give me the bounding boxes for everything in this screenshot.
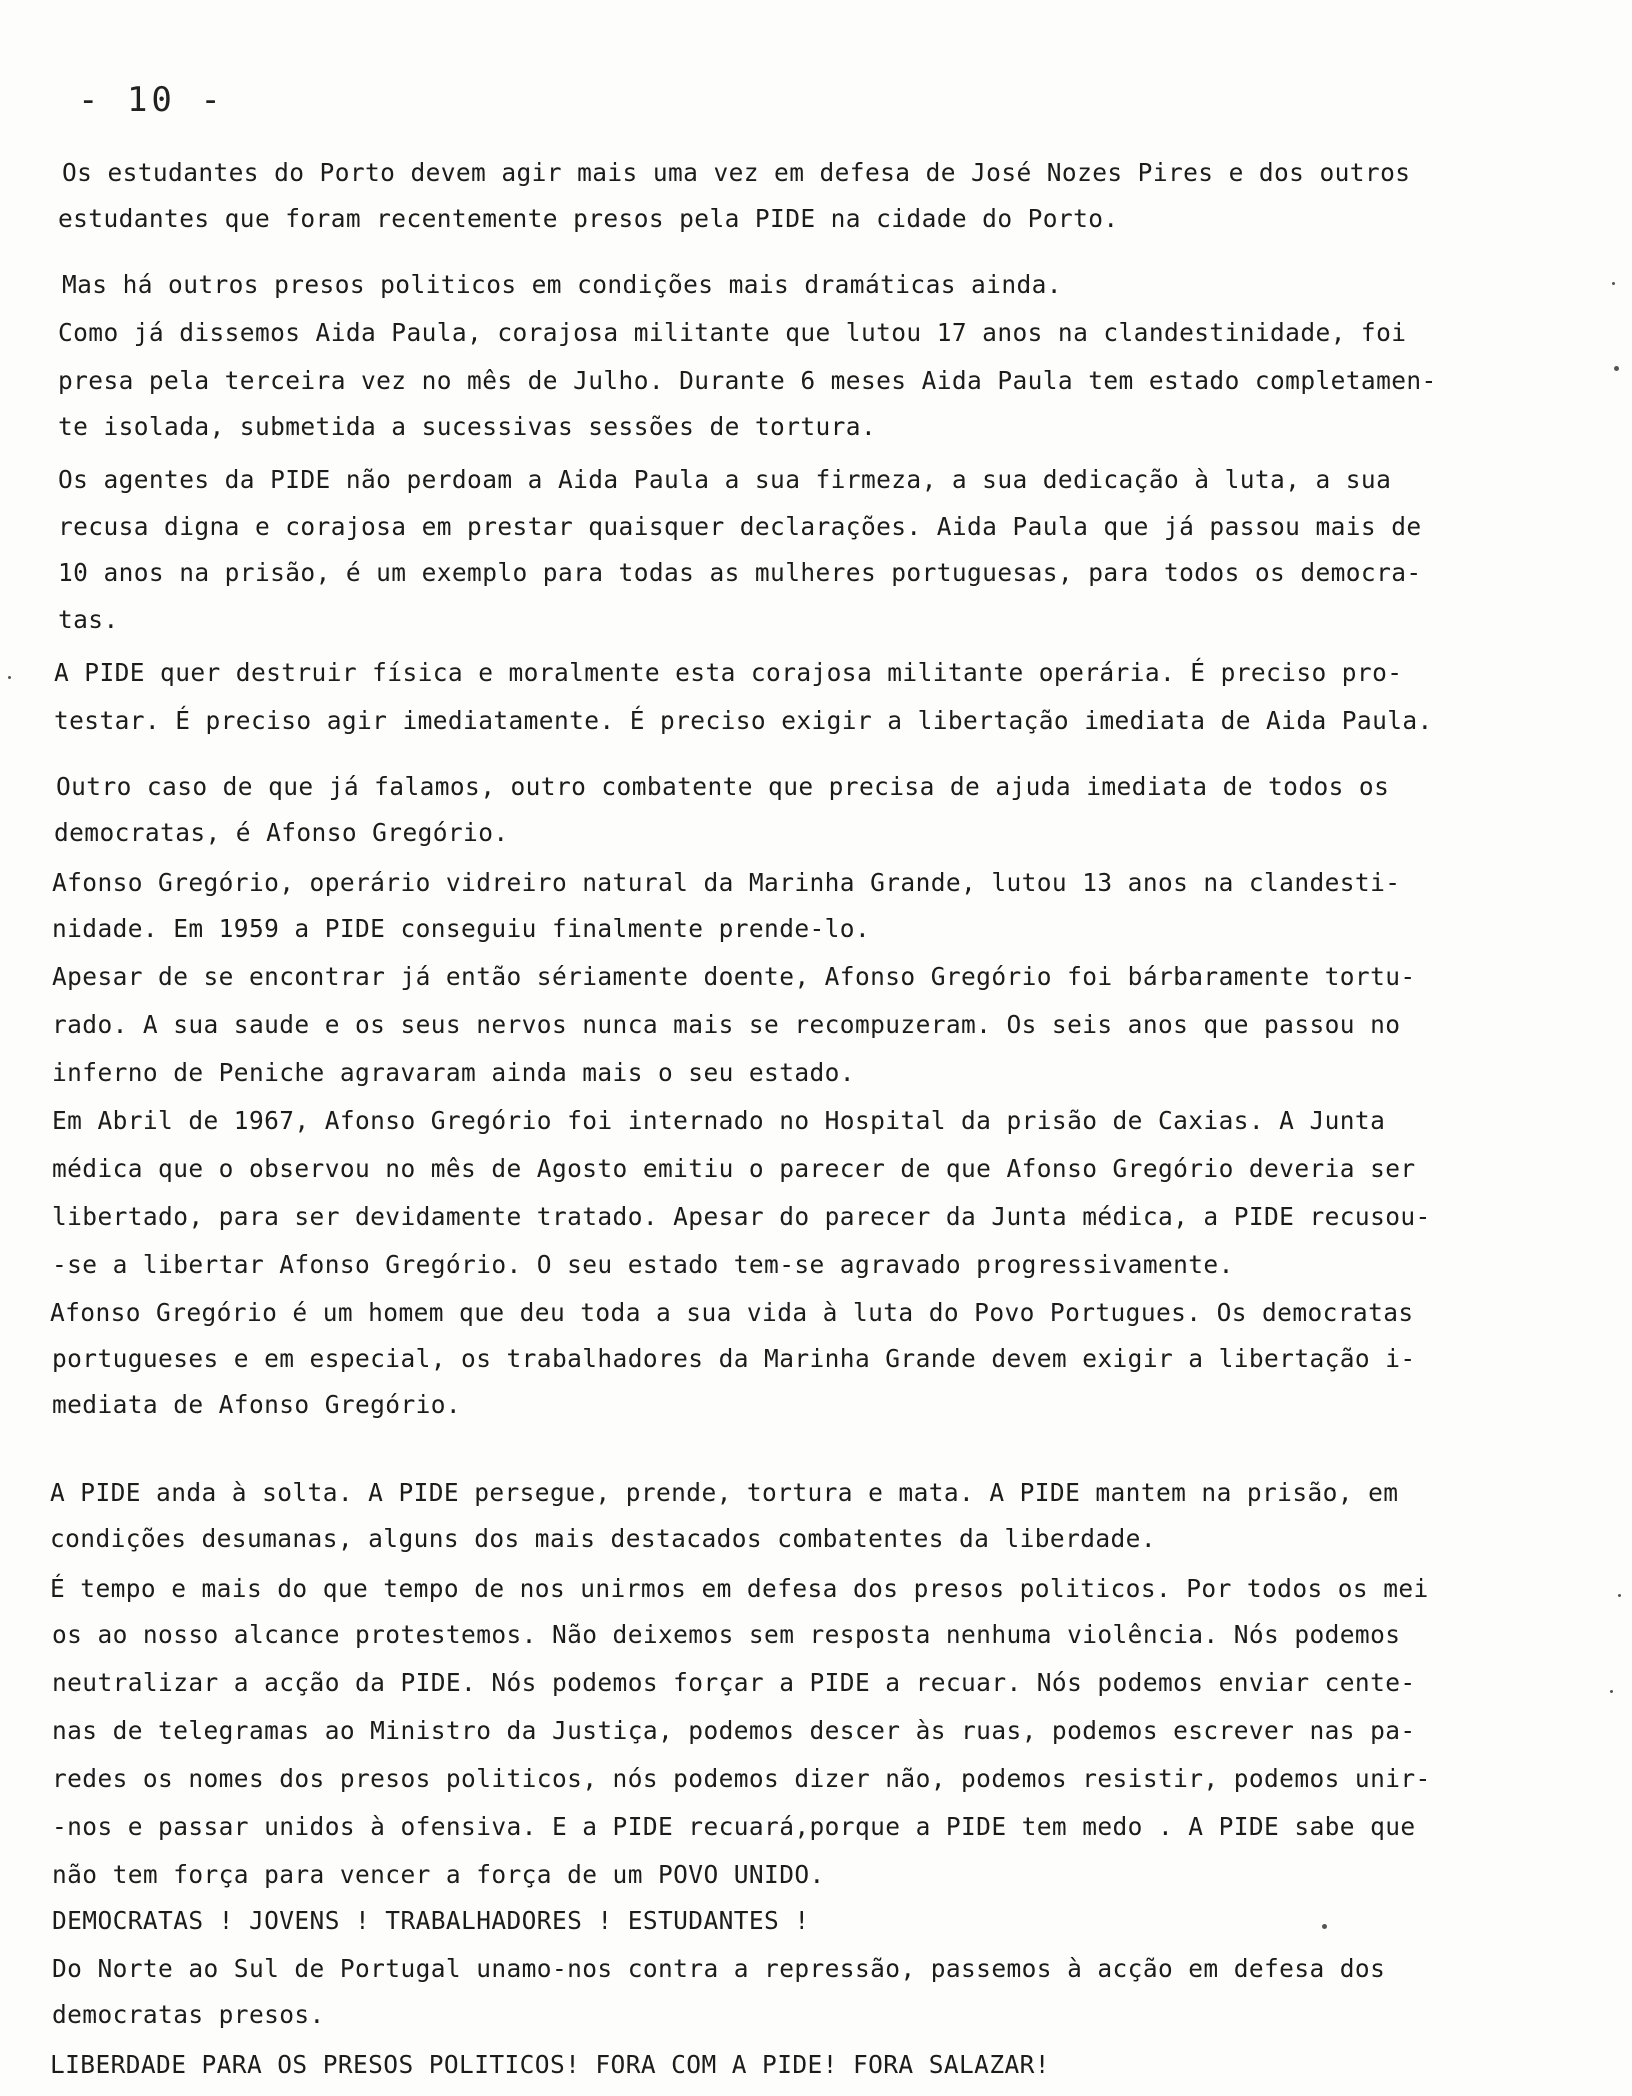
text-line: Mas há outros presos politicos em condições mais dramáticas ainda. — [62, 270, 1062, 299]
text-line: Afonso Gregório, operário vidreiro natural da Marinha Grande, lutou 13 anos na clandesti- — [52, 868, 1401, 897]
scan-speck — [1612, 282, 1615, 285]
text-line: A PIDE quer destruir física e moralmente esta corajosa militante operária. É preciso pro- — [54, 658, 1403, 687]
scan-speck — [1610, 1690, 1613, 1693]
scan-speck — [1614, 366, 1619, 371]
text-line: LIBERDADE PARA OS PRESOS POLITICOS! FORA COM A PIDE! FORA SALAZAR! — [50, 2050, 1050, 2079]
text-line: inferno de Peniche agravaram ainda mais o seu estado. — [52, 1058, 855, 1087]
text-line: neutralizar a acção da PIDE. Nós podemos forçar a PIDE a recuar. Nós podemos enviar cente- — [52, 1668, 1416, 1697]
text-line: nidade. Em 1959 a PIDE conseguiu finalmente prende-lo. — [52, 914, 871, 943]
text-line: -nos e passar unidos à ofensiva. E a PIDE recuará,porque a PIDE tem medo . A PIDE sabe que — [52, 1812, 1416, 1841]
text-line: médica que o observou no mês de Agosto emitiu o parecer de que Afonso Gregório deveria ser — [52, 1154, 1416, 1183]
text-line: redes os nomes dos presos politicos, nós podemos dizer não, podemos resistir, podemos unir- — [52, 1764, 1431, 1793]
text-line: recusa digna e corajosa em prestar quaisquer declarações. Aida Paula que já passou mais de — [58, 512, 1422, 541]
text-line: Outro caso de que já falamos, outro combatente que precisa de ajuda imediata de todos os — [56, 772, 1390, 801]
text-line: libertado, para ser devidamente tratado. Apesar do parecer da Junta médica, a PIDE recusou- — [52, 1202, 1431, 1231]
text-line: mediata de Afonso Gregório. — [52, 1390, 462, 1419]
text-line: Do Norte ao Sul de Portugal unamo-nos contra a repressão, passemos à acção em defesa dos — [52, 1954, 1386, 1983]
text-line: Os agentes da PIDE não perdoam a Aida Paula a sua firmeza, a sua dedicação à luta, a sua — [58, 465, 1392, 494]
text-line: tas. — [58, 605, 119, 634]
text-line: Afonso Gregório é um homem que deu toda a sua vida à luta do Povo Portugues. Os democratas — [50, 1298, 1414, 1327]
text-line: 10 anos na prisão, é um exemplo para todas as mulheres portuguesas, para todos os democra- — [58, 558, 1422, 587]
text-line: testar. É preciso agir imediatamente. É preciso exigir a libertação imediata de Aida Paula. — [54, 706, 1433, 735]
text-line: -se a libertar Afonso Gregório. O seu estado tem-se agravado progressivamente. — [52, 1250, 1234, 1279]
text-line: democratas, é Afonso Gregório. — [54, 818, 509, 847]
text-line: democratas presos. — [52, 2000, 325, 2029]
text-line: nas de telegramas ao Ministro da Justiça, podemos descer às ruas, podemos escrever nas pa- — [52, 1716, 1416, 1745]
scan-speck — [1322, 1924, 1327, 1929]
scan-speck — [1618, 1594, 1621, 1597]
text-line: É tempo e mais do que tempo de nos unirmos em defesa dos presos politicos. Por todos os mei — [50, 1574, 1429, 1603]
page-number: - 10 - — [78, 80, 225, 120]
text-line: estudantes que foram recentemente presos pela PIDE na cidade do Porto. — [58, 204, 1119, 233]
text-line: te isolada, submetida a sucessivas sessões de tortura. — [58, 412, 877, 441]
text-line: não tem força para vencer a força de um POVO UNIDO. — [52, 1860, 825, 1889]
text-line: Em Abril de 1967, Afonso Gregório foi internado no Hospital da prisão de Caxias. A Junta — [52, 1106, 1386, 1135]
text-line: Apesar de se encontrar já então sériamente doente, Afonso Gregório foi bárbaramente tortu- — [52, 962, 1416, 991]
text-line: portugueses e em especial, os trabalhadores da Marinha Grande devem exigir a libertação i- — [52, 1344, 1416, 1373]
text-line: presa pela terceira vez no mês de Julho. Durante 6 meses Aida Paula tem estado completamen- — [58, 366, 1437, 395]
text-line: DEMOCRATAS ! JOVENS ! TRABALHADORES ! ESTUDANTES ! — [52, 1906, 810, 1935]
text-line: Os estudantes do Porto devem agir mais uma vez em defesa de José Nozes Pires e dos outros — [62, 158, 1411, 187]
text-line: os ao nosso alcance protestemos. Não deixemos sem resposta nenhuma violência. Nós podemos — [52, 1620, 1401, 1649]
text-line: A PIDE anda à solta. A PIDE persegue, prende, tortura e mata. A PIDE mantem na prisão, em — [50, 1478, 1399, 1507]
text-line: condições desumanas, alguns dos mais destacados combatentes da liberdade. — [50, 1524, 1156, 1553]
text-line: Como já dissemos Aida Paula, corajosa militante que lutou 17 anos na clandestinidade, foi — [58, 318, 1407, 347]
scan-speck — [8, 676, 11, 679]
text-line: rado. A sua saude e os seus nervos nunca mais se recompuzeram. Os seis anos que passou no — [52, 1010, 1401, 1039]
